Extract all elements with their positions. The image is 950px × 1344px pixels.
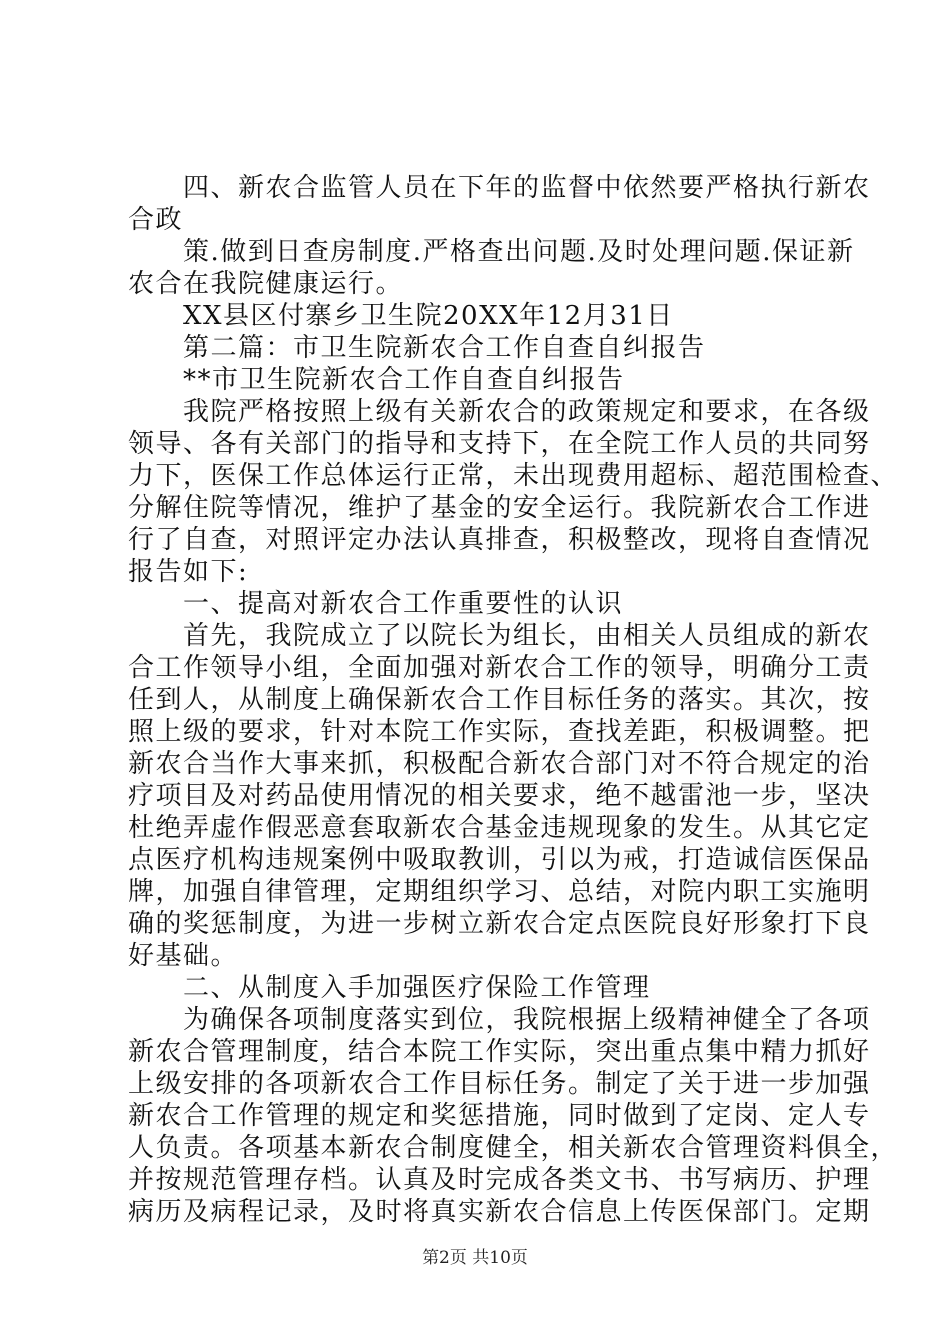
text-line: XX县区付寨乡卫生院20XX年12月31日 bbox=[128, 301, 674, 331]
text-line: 领导、各有关部门的指导和支持下，在全院工作人员的共同努 bbox=[128, 429, 871, 459]
text-line: 好基础。 bbox=[128, 941, 239, 971]
text-line: 病历及病程记录，及时将真实新农合信息上传医保部门。定期 bbox=[128, 1197, 871, 1227]
text-line: 二、从制度入手加强医疗保险工作管理 bbox=[128, 973, 651, 1003]
text-line: 新农合当作大事来抓，积极配合新农合部门对不符合规定的治 bbox=[128, 749, 871, 779]
text-line: 照上级的要求，针对本院工作实际，查找差距，积极调整。把 bbox=[128, 717, 871, 747]
text-line: 疗项目及对药品使用情况的相关要求，绝不越雷池一步，坚决 bbox=[128, 781, 871, 811]
text-line: 牌，加强自律管理，定期组织学习、总结，对院内职工实施明 bbox=[128, 877, 871, 907]
text-line: **市卫生院新农合工作自查自纠报告 bbox=[128, 365, 625, 395]
text-line: 为确保各项制度落实到位，我院根据上级精神健全了各项 bbox=[128, 1005, 871, 1035]
text-line: 合工作领导小组，全面加强对新农合工作的领导，明确分工责 bbox=[128, 653, 871, 683]
text-line: 任到人，从制度上确保新农合工作目标任务的落实。其次，按 bbox=[128, 685, 871, 715]
text-line: 一、提高对新农合工作重要性的认识 bbox=[128, 589, 624, 619]
text-line: 我院严格按照上级有关新农合的政策规定和要求，在各级 bbox=[128, 397, 871, 427]
text-line: 合政 bbox=[128, 205, 184, 235]
page-number-footer: 第2页 共10页 bbox=[422, 1248, 528, 1268]
text-line: 首先，我院成立了以院长为组长，由相关人员组成的新农 bbox=[128, 621, 871, 651]
text-line: 策.做到日查房制度.严格查出问题.及时处理问题.保证新 bbox=[128, 237, 855, 267]
text-line: 报告如下: bbox=[128, 557, 249, 587]
text-line: 分解住院等情况，维护了基金的安全运行。我院新农合工作进 bbox=[128, 493, 871, 523]
text-line: 上级安排的各项新农合工作目标任务。制定了关于进一步加强 bbox=[128, 1069, 871, 1099]
text-line: 确的奖惩制度，为进一步树立新农合定点医院良好形象打下良 bbox=[128, 909, 871, 939]
text-line: 并按规范管理存档。认真及时完成各类文书、书写病历、护理 bbox=[128, 1165, 871, 1195]
text-line: 新农合工作管理的规定和奖惩措施，同时做到了定岗、定人专 bbox=[128, 1101, 871, 1131]
document-body bbox=[128, 172, 899, 1228]
text-line: 力下，医保工作总体运行正常，未出现费用超标、超范围检查、 bbox=[128, 461, 899, 491]
text-line: 人负责。各项基本新农合制度健全，相关新农合管理资料俱全， bbox=[128, 1133, 899, 1163]
text-line: 行了自查，对照评定办法认真排查，积极整改，现将自查情况 bbox=[128, 525, 871, 555]
text-line: 杜绝弄虚作假恶意套取新农合基金违规现象的发生。从其它定 bbox=[128, 813, 871, 843]
text-line: 第二篇：市卫生院新农合工作自查自纠报告 bbox=[128, 333, 706, 363]
text-line: 四、新农合监管人员在下年的监督中依然要严格执行新农 bbox=[128, 173, 871, 203]
text-line: 新农合管理制度，结合本院工作实际，突出重点集中精力抓好 bbox=[128, 1037, 871, 1067]
text-line: 农合在我院健康运行。 bbox=[128, 269, 404, 299]
text-line: 点医疗机构违规案例中吸取教训，引以为戒，打造诚信医保品 bbox=[128, 845, 871, 875]
